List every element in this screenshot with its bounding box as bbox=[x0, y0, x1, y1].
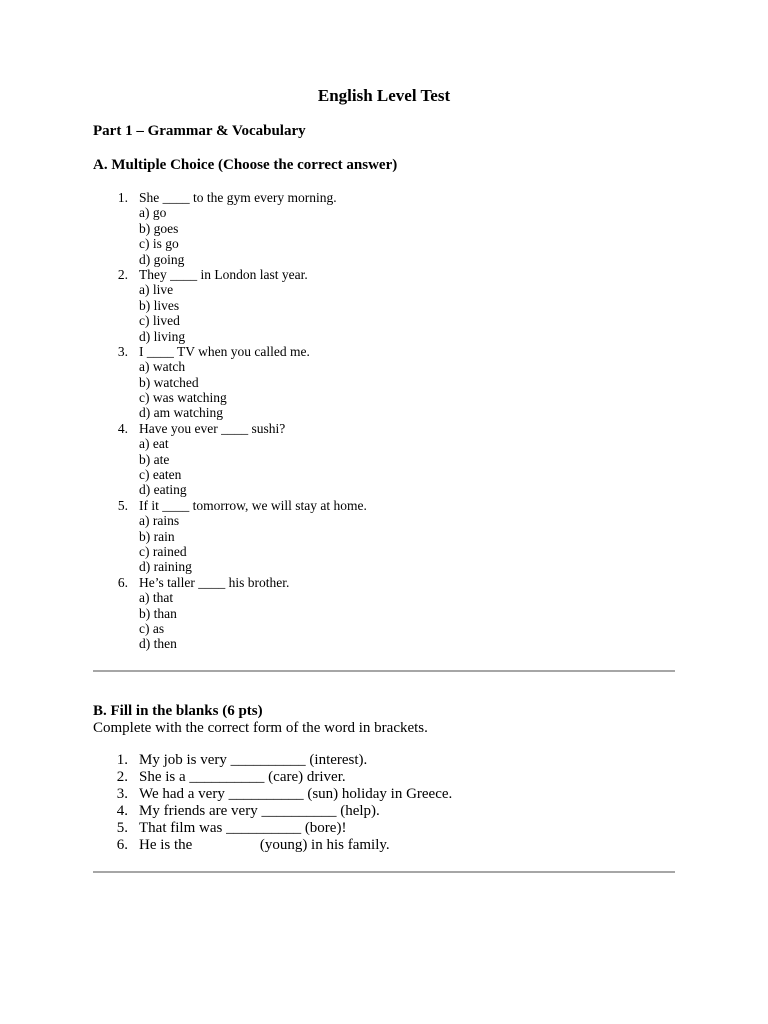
answer-option: b) ate bbox=[139, 451, 170, 467]
item-text: She is a __________ (care) driver. bbox=[139, 769, 346, 785]
item-text: We had a very __________ (sun) holiday in Greece. bbox=[139, 786, 453, 802]
question-number: 4. bbox=[117, 420, 128, 436]
answer-option: b) watched bbox=[139, 374, 199, 390]
section-a-heading: A. Multiple Choice (Choose the correct answer) bbox=[93, 157, 398, 173]
page-title: English Level Test bbox=[317, 86, 451, 105]
question-text: Have you ever ____ sushi? bbox=[139, 420, 286, 436]
item-number: 6. bbox=[116, 837, 128, 853]
answer-option: a) rains bbox=[139, 513, 180, 529]
question-number: 6. bbox=[117, 574, 128, 590]
answer-option: d) living bbox=[139, 328, 186, 344]
question-text: She ____ to the gym every morning. bbox=[139, 190, 337, 205]
question-text: I ____ TV when you called me. bbox=[139, 343, 310, 359]
fill-blank-item bbox=[0, 820, 768, 837]
answer-option: a) watch bbox=[139, 359, 186, 375]
answer-option: b) than bbox=[139, 605, 177, 621]
fill-blank-item bbox=[0, 837, 768, 854]
question-number: 3. bbox=[117, 343, 128, 359]
answer-option: d) going bbox=[139, 251, 185, 267]
question-text: He’s taller ____ his brother. bbox=[139, 574, 290, 590]
question-item bbox=[0, 344, 768, 421]
item-number: 5. bbox=[116, 820, 128, 836]
answer-option: a) that bbox=[139, 590, 174, 606]
answer-option: a) live bbox=[139, 282, 174, 298]
section-b-heading: B. Fill in the blanks (6 pts) bbox=[93, 703, 263, 719]
answer-option: b) rain bbox=[139, 528, 175, 544]
question-item bbox=[0, 267, 768, 344]
section-b-instruction: Complete with the correct form of the word in brackets. bbox=[93, 720, 428, 736]
question-item bbox=[0, 421, 768, 498]
answer-option: b) goes bbox=[139, 220, 179, 236]
answer-option: a) eat bbox=[139, 436, 169, 452]
item-text: My friends are very __________ (help). bbox=[139, 803, 380, 819]
fill-blank-item bbox=[0, 786, 768, 803]
answer-option: c) as bbox=[139, 620, 165, 636]
question-number: 5. bbox=[117, 497, 128, 513]
fill-in-blanks-list bbox=[0, 752, 768, 854]
answer-option: c) eaten bbox=[139, 467, 182, 483]
question-number: 2. bbox=[117, 266, 128, 282]
multiple-choice-list bbox=[0, 190, 768, 652]
answer-option: c) rained bbox=[139, 543, 187, 559]
answer-option: c) was watching bbox=[139, 390, 227, 406]
question-item bbox=[0, 498, 768, 575]
answer-option: c) lived bbox=[139, 313, 180, 329]
item-number: 1. bbox=[116, 752, 128, 768]
fill-blank-item bbox=[0, 803, 768, 820]
item-text: That film was __________ (bore)! bbox=[139, 820, 347, 836]
answer-option: d) am watching bbox=[139, 405, 223, 421]
answer-option: b) lives bbox=[139, 297, 180, 313]
question-item bbox=[0, 190, 768, 267]
part-1-heading: Part 1 – Grammar & Vocabulary bbox=[93, 123, 306, 139]
answer-option: d) eating bbox=[139, 482, 187, 498]
item-number: 3. bbox=[116, 786, 128, 802]
item-text: My job is very __________ (interest). bbox=[139, 752, 368, 768]
section-divider bbox=[93, 871, 675, 873]
item-text: He is the (young) in his family. bbox=[139, 837, 390, 853]
answer-option: a) go bbox=[139, 205, 167, 221]
question-text: If it ____ tomorrow, we will stay at home. bbox=[139, 497, 367, 513]
answer-option: c) is go bbox=[139, 236, 179, 252]
item-number: 2. bbox=[116, 769, 128, 785]
answer-option: d) then bbox=[139, 636, 177, 652]
fill-blank-item bbox=[0, 769, 768, 786]
item-number: 4. bbox=[116, 803, 128, 819]
question-item bbox=[0, 575, 768, 652]
section-divider bbox=[93, 670, 675, 672]
answer-option: d) raining bbox=[139, 559, 192, 575]
question-number: 1. bbox=[117, 190, 128, 205]
question-text: They ____ in London last year. bbox=[139, 266, 308, 282]
fill-blank-item bbox=[0, 752, 768, 769]
